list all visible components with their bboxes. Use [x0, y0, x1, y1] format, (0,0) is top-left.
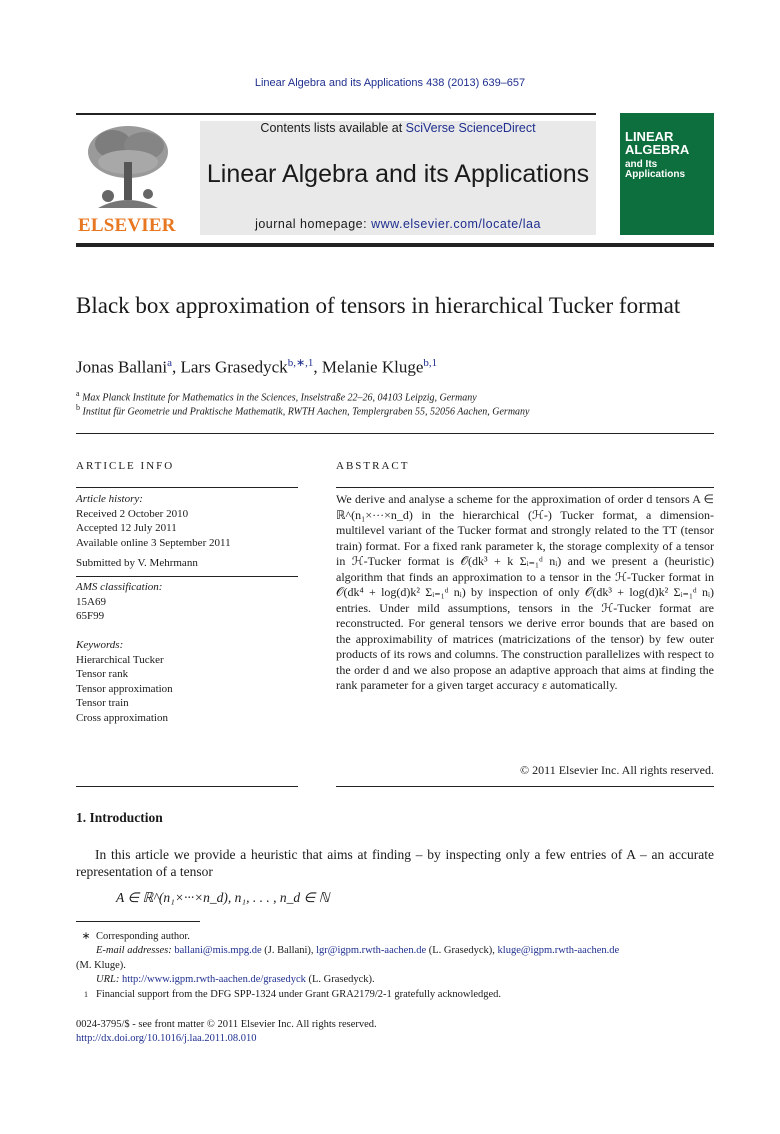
keyword: Tensor approximation	[76, 682, 173, 695]
author-mark[interactable]: a	[167, 357, 173, 369]
divider	[336, 487, 714, 488]
email-owner: (J. Ballani),	[261, 945, 317, 956]
footnote-text: Financial support from the DFG SPP-1324 under Grant GRA2179/2-1 gratefully acknowledged.	[96, 989, 502, 1000]
history-entry: Available online 3 September 2011	[76, 536, 231, 549]
publisher-wordmark: ELSEVIER	[78, 215, 176, 236]
keywords	[76, 638, 298, 725]
affiliation-text: Max Planck Institute for Mathematics in the Sciences, Inselstraße 22–26, 04103 Leipzig, Germany	[82, 392, 477, 404]
divider	[76, 487, 298, 488]
footnote-funding	[76, 988, 714, 1003]
keyword: Tensor train	[76, 697, 129, 709]
email-owner: (M. Kluge).	[76, 959, 126, 971]
divider	[76, 786, 298, 787]
article-info-heading: ARTICLE INFO	[76, 460, 175, 472]
contents-line	[200, 121, 596, 135]
sciencedirect-link[interactable]: SciVerse ScienceDirect	[405, 121, 536, 135]
issn-line: 0024-3795/$ - see front matter © 2011 Elsevier Inc. All rights reserved.	[76, 1019, 377, 1030]
header-rule-top	[76, 113, 596, 115]
url-owner: (L. Grasedyck).	[305, 974, 375, 985]
divider	[76, 576, 298, 577]
email-link[interactable]: ballani@mis.mpg.de	[174, 945, 262, 956]
cover-subtitle: and Its Applications	[625, 159, 686, 180]
journal-reference[interactable]: Linear Algebra and its Applications 438 (2013) 639–657	[254, 77, 526, 89]
footnote-text: Corresponding author.	[96, 931, 190, 942]
author-name: Jonas Ballani	[76, 357, 168, 377]
email-link[interactable]: kluge@igpm.rwth-aachen.de	[497, 945, 620, 956]
abstract-copyright: © 2011 Elsevier Inc. All rights reserved.	[520, 763, 714, 777]
keyword: Cross approximation	[76, 711, 168, 724]
contents-prefix: Contents lists available at	[260, 121, 406, 135]
equation: A ∈ ℝ^(n₁×···×n_d), n₁, . . . , n_d ∈ ℕ	[116, 890, 330, 905]
author-list: Jonas Ballani$^a$, Lars Grasedyck$^{b,∗,1}$, Melanie Kluge$^{b,1}$	[76, 357, 438, 377]
history-entry: Received 2 October 2010	[76, 507, 189, 520]
footnote-emails	[76, 944, 714, 973]
url-label: URL:	[96, 974, 122, 985]
footnote-corresponding	[76, 930, 714, 945]
author-name: Lars Grasedyck	[180, 357, 288, 377]
ams-code: 65F99	[76, 610, 105, 622]
journal-title: Linear Algebra and its Applications	[206, 160, 590, 188]
affiliation-mark: a	[76, 389, 80, 398]
footnote-rule	[76, 921, 200, 922]
affiliation	[76, 403, 529, 417]
header-rule-bottom	[76, 243, 714, 247]
section-heading: 1. Introduction	[76, 810, 163, 825]
ams-classification	[76, 580, 298, 624]
homepage-line	[200, 217, 596, 231]
article-title: Black box approximation of tensors in hierarchical Tucker format	[76, 293, 681, 318]
history-entry: Accepted 12 July 2011	[76, 522, 177, 534]
ams-label: AMS classification:	[76, 581, 163, 593]
author-mark[interactable]: b,1	[423, 357, 438, 369]
author-name: Melanie Kluge	[321, 357, 424, 377]
keywords-label: Keywords:	[76, 639, 124, 651]
email-owner: (L. Grasedyck),	[426, 945, 498, 956]
affiliation	[76, 389, 477, 403]
footnote-mark: ∗	[81, 931, 91, 942]
url-link[interactable]: http://www.igpm.rwth-aachen.de/grasedyck	[121, 974, 306, 985]
submitted-by: Submitted by V. Mehrmann	[76, 557, 198, 569]
ams-code: 15A69	[76, 595, 106, 608]
keyword: Tensor rank	[76, 668, 129, 680]
abstract-text: We derive and analyse a scheme for the approximation of order d tensors A ∈ ℝ^(n₁×···×n_d) in the hierarchical (ℋ-) Tucker format, a dimension-multilevel variant of the Tucker format and strongly related to the TT (tensor train) format. For a fixed rank parameter k, the storage complexity of a tensor in ℋ-Tucker format is 𝒪(dk³ + k Σᵢ₌₁ᵈ nᵢ) and we present a (heuristic) algorithm that finds an approximation to a tensor in the ℋ-Tucker format in 𝒪(dk⁴ + log(d)k² Σᵢ₌₁ᵈ nᵢ) by inspection of only 𝒪(dk³ + log(d)k² Σᵢ₌₁ᵈ nᵢ) entries. Under mild assumptions, tensors in the ℋ-Tucker format are reconstructed. For general tensors we derive error bounds that are based on the approximability of matrices (matricizations of the tensor) by few outer products of its rows and columns. The construction parallelizes with respect to the order d and we also propose an adaptive approach that aims at finding the rank parameter for a given target accuracy ε automatically.	[336, 492, 714, 692]
article-history	[76, 492, 298, 571]
divider	[336, 786, 714, 787]
history-label: Article history:	[76, 493, 143, 505]
affiliation-mark: b	[76, 403, 80, 412]
keyword: Hierarchical Tucker	[76, 653, 164, 666]
homepage-prefix: journal homepage:	[255, 217, 372, 231]
divider	[76, 433, 714, 434]
abstract-heading: ABSTRACT	[336, 460, 410, 472]
elsevier-tree-logo	[78, 122, 178, 214]
homepage-link[interactable]: www.elsevier.com/locate/laa	[371, 217, 541, 231]
email-link[interactable]: lgr@igpm.rwth-aachen.de	[316, 945, 427, 956]
intro-paragraph: In this article we provide a heuristic that aims at finding – by inspecting only a few entries of A – an accurate representation of a tensor	[76, 847, 714, 879]
cover-title: LINEAR ALGEBRA	[625, 129, 690, 157]
email-label: E-mail addresses:	[96, 945, 175, 956]
affiliation-text: Institut für Geometrie und Praktische Mathematik, RWTH Aachen, Templergraben 55, 52056 Aachen, Germany	[82, 406, 530, 418]
footnote-url	[76, 973, 714, 988]
author-mark[interactable]: b,∗,1	[287, 357, 314, 369]
footnote-mark: 1	[84, 990, 88, 999]
doi-link[interactable]: http://dx.doi.org/10.1016/j.laa.2011.08.010	[76, 1033, 257, 1044]
